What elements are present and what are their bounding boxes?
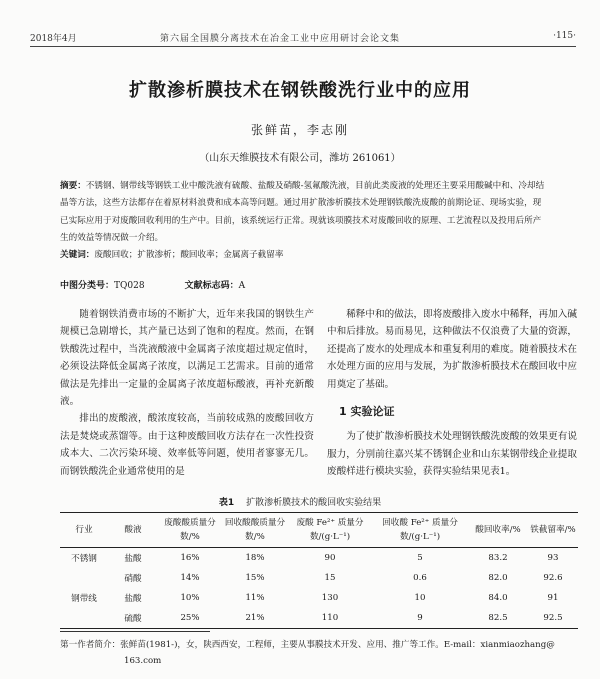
clc-label: 中图分类号： bbox=[60, 281, 115, 291]
body-paragraph: 随着钢铁消费市场的不断扩大，近年来我国的钢铁生产规模已急剧增长，其产量已达到了饱和的程度。然而，在钢铁酸洗过程中，当洗液酸液中金属离子浓度超过规定值时，必须设法降低金属离子浓度，以满足工艺需求。目前的通常做法是先排出一定量的金属离子浓度超标酸液，再补充新酸液。 bbox=[60, 309, 314, 408]
header-rule bbox=[30, 46, 576, 47]
body-paragraph: 稀释中和的做法，即将废酸排入废水中稀释，再加入碱中和后排放。易而易见，这种做法不仅浪费了大量的资源，还提高了废水的处理成本和重复利用的难度。随着膜技术在水处理方面的应用与发展，为扩散渗析膜技术在酸回收中应用奠定了基础。 bbox=[327, 309, 577, 390]
table-cell: 硫酸 bbox=[108, 608, 158, 629]
table-cell: 84.0 bbox=[488, 593, 508, 603]
table-cell: 钢带线 bbox=[71, 594, 97, 604]
table-cell: 21% bbox=[222, 608, 288, 629]
table-row bbox=[60, 588, 578, 608]
table-cell: 25% bbox=[158, 608, 222, 629]
table-cell: 15% bbox=[245, 573, 265, 583]
column-header: 回收酸酸质量分数/% bbox=[222, 513, 288, 548]
classification bbox=[60, 278, 560, 291]
table-label: 表1 bbox=[218, 498, 235, 508]
doc-code-value: A bbox=[238, 281, 246, 291]
abstract-text: 不锈钢、钢带线等钢铁工业中酸洗液有硫酸、盐酸及硝酸-氢氟酸洗液，目前此类废液的处理还主要采用酸碱中和、冷却结晶等方法，这些方法都存在着原材料浪费和成本高等问题。通过用扩散渗析膜技术处理钢铁酸洗废酸的前期论证、现场实验，现已实际应用于对废酸回收利用的生产中。目前，该系统运行正常。现就该项膜技术对废酸回收的原理、工艺流程以及投用后所产生的效益等情况做一介绍。 bbox=[60, 181, 545, 243]
column-header: 废酸 Fe²⁺ 质量分数/(g·L⁻¹) bbox=[288, 513, 372, 548]
column-header: 酸回收率/% bbox=[468, 513, 528, 548]
table-cell: 14% bbox=[180, 573, 200, 583]
table-cell: 92.5 bbox=[528, 608, 578, 629]
paper-title: 扩散渗析膜技术在钢铁酸洗行业中的应用 bbox=[129, 80, 471, 101]
table-cell: 93 bbox=[547, 553, 559, 563]
table-cell: 盐酸 bbox=[124, 594, 142, 604]
table-cell bbox=[60, 608, 108, 629]
keywords-text: 废酸回收；扩散渗析；酸回收率；金属离子截留率 bbox=[94, 250, 284, 261]
column-header: 行业 bbox=[60, 513, 108, 548]
column-header: 回收酸 Fe²⁺ 质量分数/(g·L⁻¹) bbox=[372, 513, 468, 548]
table-row bbox=[60, 568, 578, 588]
table-cell: 盐酸 bbox=[124, 554, 142, 564]
keywords-label: 关键词： bbox=[60, 250, 95, 261]
table-cell: 5 bbox=[417, 553, 423, 563]
table-cell: 82.5 bbox=[468, 608, 528, 629]
table-cell: 9 bbox=[372, 608, 468, 629]
table-cell: 92.6 bbox=[543, 573, 563, 583]
table-cell bbox=[60, 568, 108, 588]
table-cell: 10% bbox=[180, 593, 200, 603]
clc-value: TQ028 bbox=[114, 281, 145, 291]
table-cell: 10 bbox=[414, 593, 426, 603]
table-cell: 16% bbox=[180, 553, 200, 563]
body-column-right bbox=[327, 306, 577, 481]
table-cell: 91 bbox=[547, 593, 559, 603]
table-cell: 83.2 bbox=[488, 553, 508, 563]
table-cell: 11% bbox=[245, 593, 265, 603]
table-cell: 硝酸 bbox=[124, 574, 142, 584]
footnote-rule bbox=[60, 631, 210, 632]
header-date: 2018年4月 bbox=[30, 34, 77, 44]
abstract bbox=[60, 178, 546, 264]
header-journal: 第六届全国膜分离技术在冶金工业中应用研讨会论文集 bbox=[160, 34, 401, 44]
table-caption bbox=[0, 495, 600, 508]
table-header-row bbox=[60, 513, 578, 548]
results-table bbox=[60, 512, 578, 629]
body-paragraph: 排出的废酸液，酸浓度较高，当前较成熟的废酸回收方法是焚烧或蒸馏等。由于这种废酸回收方法存在一次性投资成本大、二次污染环境、效率低等问题，使用者寥寥无几。而钢铁酸洗企业通常使用的是 bbox=[60, 413, 314, 477]
column-header: 铁截留率/% bbox=[528, 513, 578, 548]
section-heading: 1 实验论证 bbox=[339, 405, 395, 419]
table-cell: 15 bbox=[324, 573, 336, 583]
body-column-left bbox=[60, 306, 314, 480]
running-header bbox=[30, 31, 576, 45]
footnote-line: 第一作者简介：张鲜苗(1981-)，女，陕西西安，工程师，主要从事膜技术开发、应用、推广等工作。E-mail：xianmiaozhang@ bbox=[60, 640, 555, 650]
table-cell: 不锈钢 bbox=[71, 554, 97, 564]
abstract-label: 摘要： bbox=[60, 181, 86, 191]
footnote bbox=[60, 637, 578, 669]
table-cell: 90 bbox=[324, 553, 336, 563]
table-cell: 110 bbox=[288, 608, 372, 629]
footnote-line: 163.com bbox=[124, 656, 162, 666]
table-cell: 82.0 bbox=[488, 573, 508, 583]
table-row bbox=[60, 608, 578, 629]
header-page-number: ·115· bbox=[553, 31, 576, 41]
paper-authors: 张鲜苗，李志刚 bbox=[250, 123, 349, 137]
table-caption-text: 扩散渗析膜技术的酸回收实验结果 bbox=[246, 498, 382, 508]
body-paragraph: 为了使扩散渗析膜技术处理钢铁酸洗废酸的效果更有说服力，分别前往嘉兴某不锈钢企业和山东某钢带线企业提取废酸样进行模块实验，获得实验结果见表1。 bbox=[327, 431, 577, 478]
column-header: 废酸酸质量分数/% bbox=[158, 513, 222, 548]
column-header: 酸液 bbox=[108, 513, 158, 548]
table-cell: 18% bbox=[245, 553, 265, 563]
table-row bbox=[60, 548, 578, 569]
table-cell: 0.6 bbox=[413, 573, 427, 583]
paper-affiliation: （山东天维膜技术有限公司，潍坊 261061） bbox=[199, 153, 401, 164]
doc-code-label: 文献标志码： bbox=[184, 281, 239, 291]
table-cell: 130 bbox=[321, 593, 339, 603]
